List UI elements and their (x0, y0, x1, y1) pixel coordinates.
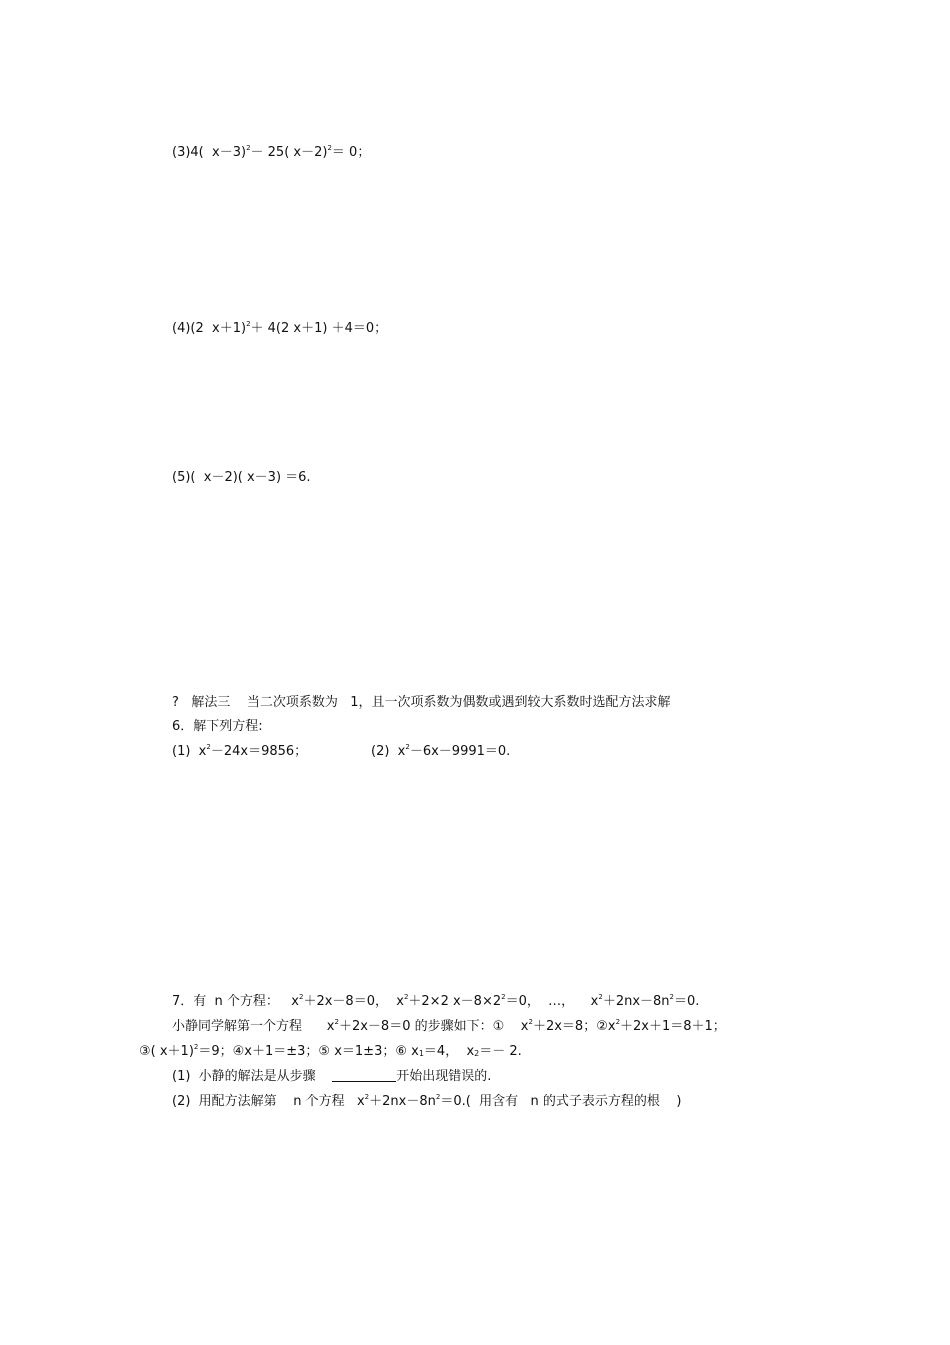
question-6-part-2: (2) $x^2-6x-9991=0$. (371, 743, 511, 759)
question-7-subquestion-2: (2) 用配方法解第 n 个方程 $x^2+2nx-8n^2=0$.( 用含有 n 的式子表示方程的根 ) (172, 1093, 682, 1109)
question-7-line-1: 7．有 n 个方程： $x^2+2x-8=0$， $x^2+2\times 2$ $x-8\times 2^2=0$， …， $x^2+2nx-8n^2=0$. (172, 993, 700, 1009)
question-mark-icon: ? (172, 695, 179, 710)
method-3-heading: ? 解法三 当二次项系数为 1，且一次项系数为偶数或遇到较大系数时选配方法求解 (172, 695, 671, 710)
question-7-subquestion-1: (1) 小静的解法是从步骤 开始出现错误的. (172, 1069, 492, 1084)
question-6-part-1: (1) $x^2-24x=9856$； (172, 743, 308, 759)
question-7-line-2: 小静同学解第一个方程 $x^2+2x-8=0$ 的步骤如下：① $x^2+2x=8$；$②x^2+2x+1=8+1$； (172, 1018, 726, 1034)
problem-3: (3)4( x－3)$^2$－ 25( x－2)$^2$＝ 0； (172, 144, 371, 160)
problem-5: (5)( x－2)( x－3) ＝6. (172, 470, 311, 485)
problem-4: (4)(2 x＋1)$^2$＋ 4(2 x＋1) ＋4＝0； (172, 320, 388, 336)
answer-blank (332, 1069, 396, 1082)
question-7-line-3: ③( x＋1)$^2$＝9；④x＋1＝±3；⑤ x＝1±3；⑥ $x_1=4$， $x_2=- 2$. (139, 1043, 522, 1059)
question-6-title: 6．解下列方程: (172, 719, 263, 734)
